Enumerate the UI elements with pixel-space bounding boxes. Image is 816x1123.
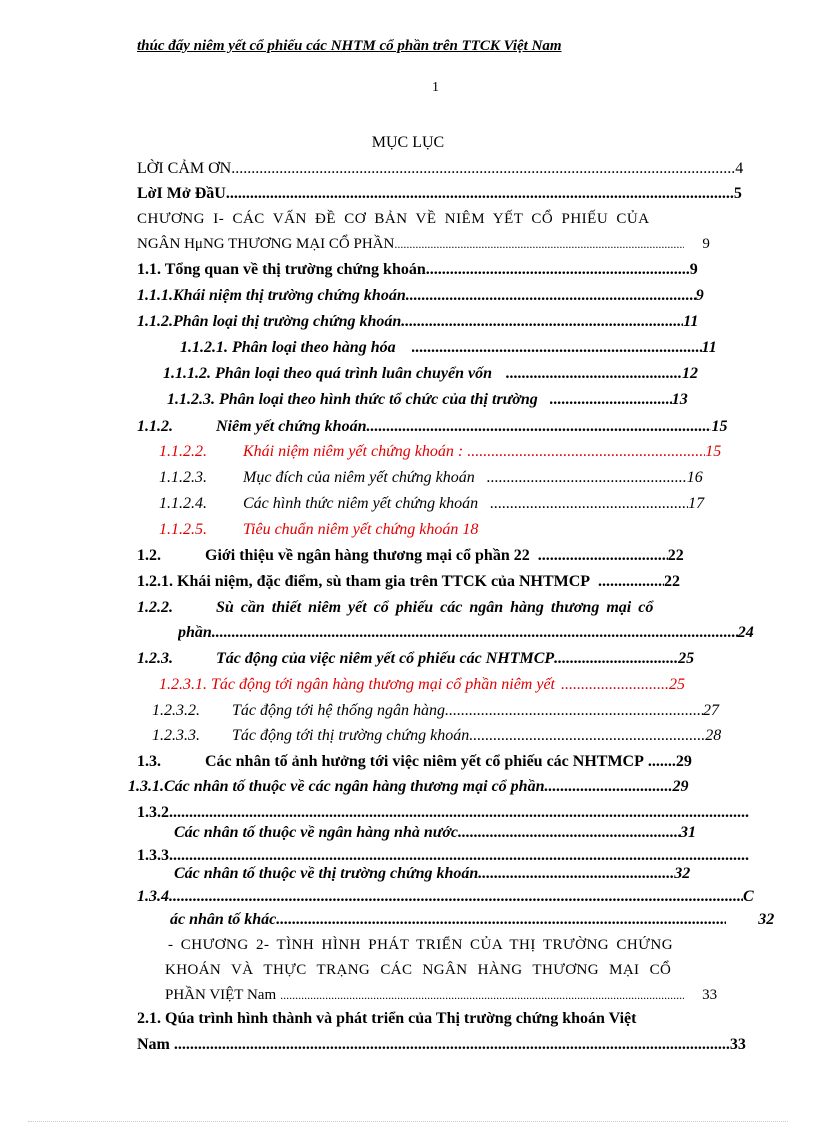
toc-entry-chapter-2-line3[interactable]: [165, 984, 780, 1006]
dot-leader: [487, 467, 687, 489]
toc-entry-2-1-line1[interactable]: 2.1. Qúa trình hình thành và phát triển của Thị trường chứng khoán Việt: [137, 1010, 637, 1027]
dot-leader: [226, 183, 734, 205]
toc-entry-1-3-2-line1[interactable]: [137, 802, 762, 824]
toc-entry-text: 1.2.3.1. Tác động tới ngân hàng thương mại cổ phần niêm yết: [159, 676, 555, 693]
toc-entry-text: Mục đích của niêm yết chứng khoán: [243, 469, 475, 486]
dot-leader: [445, 700, 703, 722]
toc-entry-1-2-2-line1[interactable]: [137, 597, 762, 619]
toc-entry-page: 11: [683, 313, 699, 330]
running-header: thúc đẩy niêm yết cổ phiếu các NHTM cổ phần trên TTCK Việt Nam: [137, 38, 562, 54]
toc-entry-page: 28: [705, 727, 722, 744]
dot-leader: [478, 863, 674, 885]
dot-leader: [412, 337, 702, 359]
dot-leader: [544, 776, 672, 798]
toc-entry-text: PHẦN VIỆT Nam: [165, 987, 277, 1003]
dot-leader: [469, 725, 705, 747]
dot-leader: [276, 909, 726, 931]
dot-leader: [174, 1034, 730, 1056]
toc-entry-text: Nam: [137, 1036, 170, 1053]
dot-leader: [394, 233, 684, 255]
toc-entry-1-2[interactable]: [137, 545, 762, 567]
toc-entry-text: Các hình thức niêm yết chứng khoán: [243, 495, 479, 512]
toc-entry-text: LỜI CẢM ƠN: [137, 160, 232, 177]
toc-entry-1-1-2-3-purpose[interactable]: [159, 467, 762, 489]
toc-entry-1-1[interactable]: [137, 259, 762, 281]
toc-entry-1-3-2-line2[interactable]: [174, 822, 762, 844]
toc-entry-text: Niêm yết chứng khoán: [216, 418, 367, 435]
toc-entry-page: 24: [737, 624, 754, 641]
toc-entry-number: 1.3.2.: [137, 804, 173, 821]
toc-entry-page: 29: [672, 778, 689, 795]
dot-leader: [490, 493, 688, 515]
toc-entry-1-2-3[interactable]: [137, 648, 762, 670]
toc-entry-number: 1.1.2.2.: [159, 443, 207, 460]
dot-leader: [467, 441, 705, 463]
toc-entry-1-2-1[interactable]: [137, 571, 762, 593]
toc-entry-chapter-1-line1[interactable]: CHƯƠNG I- CÁC VẤN ĐỀ CƠ BẢN VỀ NIÊM YẾT CỔ PHIẾU CỦA: [137, 211, 650, 227]
toc-entry-text: 1.1.2.Phân loại thị trường chứng khoán: [137, 313, 402, 330]
toc-entry-chapter-1-line2[interactable]: [137, 233, 767, 255]
toc-entry-number: 1.2.: [137, 547, 161, 564]
toc-entry-page: 9: [695, 287, 704, 304]
toc-entry-page: 15: [711, 418, 728, 435]
toc-entry-chapter-2-line1[interactable]: - CHƯƠNG 2- TÌNH HÌNH PHÁT TRIỂN CỦA THỊ TRƯỜNG CHỨNG: [168, 937, 674, 953]
toc-entry-text: Tiêu chuẩn niêm yết chứng khoán 18: [243, 521, 479, 538]
toc-entry-1-1-2[interactable]: [137, 311, 762, 333]
toc-entry-number: 1.3.4.: [137, 888, 173, 905]
toc-entry-text: 1.2.1. Khái niệm, đặc điểm, sù tham gia trên TTCK của NHTMCP: [137, 573, 591, 590]
toc-entry-page: 32: [758, 911, 775, 928]
toc-entry-text: phần: [178, 624, 212, 641]
dot-leader: [538, 545, 668, 567]
toc-entry-1-2-3-1[interactable]: [159, 674, 762, 696]
toc-entry-text: Tác động tới hệ thống ngân hàng: [232, 702, 445, 719]
toc-entry-page: 16: [686, 469, 703, 486]
toc-entry-1-1-1[interactable]: [137, 285, 762, 307]
toc-entry-1-1-1-2[interactable]: [163, 363, 762, 385]
toc-entry-text: 1.3.1.Các nhân tố thuộc về các ngân hàng thương mại cổ phần: [128, 778, 545, 795]
toc-entry-introduction[interactable]: [137, 183, 762, 205]
toc-entry-text: 1.1.2.1. Phân loại theo hàng hóa: [180, 339, 396, 356]
dot-leader: [280, 984, 684, 1006]
toc-entry-1-1-2-2[interactable]: [159, 441, 762, 463]
toc-entry-number: 1.2.3.3.: [152, 727, 200, 744]
toc-entry-1-2-3-2[interactable]: [152, 700, 762, 722]
toc-entry-1-3-3-line2[interactable]: [174, 863, 762, 885]
dot-leader: [406, 285, 696, 307]
toc-entry-page: 32: [674, 865, 691, 882]
toc-entry-text: Tác động tới thị trường chứng khoán: [232, 727, 470, 744]
toc-entry-number: 1.2.3.: [137, 650, 173, 667]
dot-leader: [173, 802, 749, 824]
toc-entry-page: 9: [689, 261, 698, 278]
toc-entry-1-3[interactable]: [137, 751, 767, 773]
toc-entry-text: ác nhân tố khác: [170, 911, 277, 928]
toc-entry-page: 11: [701, 339, 717, 356]
toc-entry-1-3-4-line1[interactable]: [137, 886, 777, 908]
toc-entry-1-1-2-3[interactable]: [167, 389, 762, 411]
toc-entry-1-3-1[interactable]: [128, 776, 762, 798]
toc-entry-number: 1.1.2.: [137, 418, 173, 435]
toc-entry-text: Các nhân tố thuộc về thị trường chứng khoán: [174, 865, 479, 882]
dot-leader: [458, 822, 680, 844]
dot-leader: [648, 751, 676, 773]
toc-entry-text: 1.1.1.Khái niệm thị trường chứng khoán: [137, 287, 406, 304]
toc-entry-number: 1.3.: [137, 753, 161, 770]
dot-leader: [426, 259, 690, 281]
toc-entry-page: 15: [705, 443, 722, 460]
toc-entry-number: 1.2.3.2.: [152, 702, 200, 719]
toc-entry-page: 17: [688, 495, 705, 512]
page-bottom-rule: [28, 1121, 788, 1122]
dot-leader: [506, 363, 682, 385]
toc-entry-page: 27: [702, 702, 719, 719]
toc-entry-text: Giới thiệu về ngân hàng thương mại cổ phần 22: [205, 547, 530, 564]
toc-entry-1-3-4-line2[interactable]: [170, 909, 800, 931]
toc-entry-page: 33: [702, 987, 718, 1003]
toc-entry-1-2-3-3[interactable]: [152, 725, 762, 747]
toc-entry-text: Tác động của việc niêm yết cổ phiếu các NHTMCP: [216, 650, 555, 667]
toc-entry-text: Sù cần thiết niêm yết cổ phiếu các ngân hàng thương mại cổ: [216, 599, 654, 616]
toc-entry-text: LờI Mở ĐầU: [137, 185, 226, 202]
dot-leader: [173, 886, 743, 908]
toc-entry-1-1-2-5[interactable]: [159, 519, 762, 541]
toc-entry-text: Khái niệm niêm yết chứng khoán :: [243, 443, 464, 460]
toc-entry-1-2-2-line2[interactable]: [178, 622, 762, 644]
toc-entry-page: 4: [735, 160, 744, 177]
toc-entry-page: 29: [675, 753, 692, 770]
page-number: 1: [432, 80, 439, 95]
dot-leader: [366, 416, 711, 438]
toc-entry-page: 33: [729, 1036, 746, 1053]
toc-entry-text: 1.1. Tổng quan về thị trường chứng khoán: [137, 261, 426, 278]
toc-entry-text: 1.1.1.2. Phân loại theo quá trình luân chuyển vốn: [163, 365, 492, 382]
toc-entry-text: 1.1.2.3. Phân loại theo hình thức tổ chức của thị trường: [167, 391, 538, 408]
toc-entry-number: 1.3.3.: [137, 847, 173, 864]
dot-leader: [231, 158, 735, 180]
toc-entry-page: 25: [678, 650, 695, 667]
dot-leader: [561, 674, 669, 696]
toc-entry-acknowledgement[interactable]: [137, 158, 757, 180]
dot-leader: [554, 648, 678, 670]
toc-entry-number: 1.1.2.5.: [159, 521, 207, 538]
toc-entry-page: 31: [680, 824, 697, 841]
toc-entry-chapter-2-line2[interactable]: KHOÁN VÀ THỰC TRẠNG CÁC NGÂN HÀNG THƯƠNG MẠI CỔ: [165, 962, 672, 978]
toc-entry-letter: C: [743, 888, 754, 905]
toc-entry-1-1-2-4[interactable]: [159, 493, 762, 515]
toc-title: MỤC LỤC: [371, 134, 445, 151]
toc-entry-2-1-line2[interactable]: [137, 1034, 762, 1056]
dot-leader: [598, 571, 664, 593]
toc-entry-page: 12: [681, 365, 698, 382]
toc-entry-page: 22: [664, 573, 681, 590]
toc-entry-text: NGÂN HμNG THƯƠNG MẠI CỔ PHẦN: [137, 236, 395, 252]
toc-entry-page: 13: [671, 391, 688, 408]
toc-entry-page: 22: [667, 547, 684, 564]
toc-entry-number: 1.2.2.: [137, 599, 173, 616]
toc-entry-text: Các nhân tố ảnh hưởng tới việc niêm yết cổ phiếu các NHTMCP: [205, 753, 644, 770]
toc-entry-page: 9: [702, 236, 710, 252]
toc-entry-page: 5: [733, 185, 742, 202]
toc-entry-number: 1.1.2.3.: [159, 469, 207, 486]
dot-leader: [550, 389, 672, 411]
toc-entry-page: 25: [669, 676, 685, 693]
toc-entry-text: Các nhân tố thuộc về ngân hàng nhà nước: [174, 824, 459, 841]
dot-leader: [212, 622, 738, 644]
toc-entry-1-1-2-listing[interactable]: [137, 416, 762, 438]
toc-entry-1-1-2-1[interactable]: [180, 337, 762, 359]
dot-leader: [401, 311, 683, 333]
toc-entry-number: 1.1.2.4.: [159, 495, 207, 512]
